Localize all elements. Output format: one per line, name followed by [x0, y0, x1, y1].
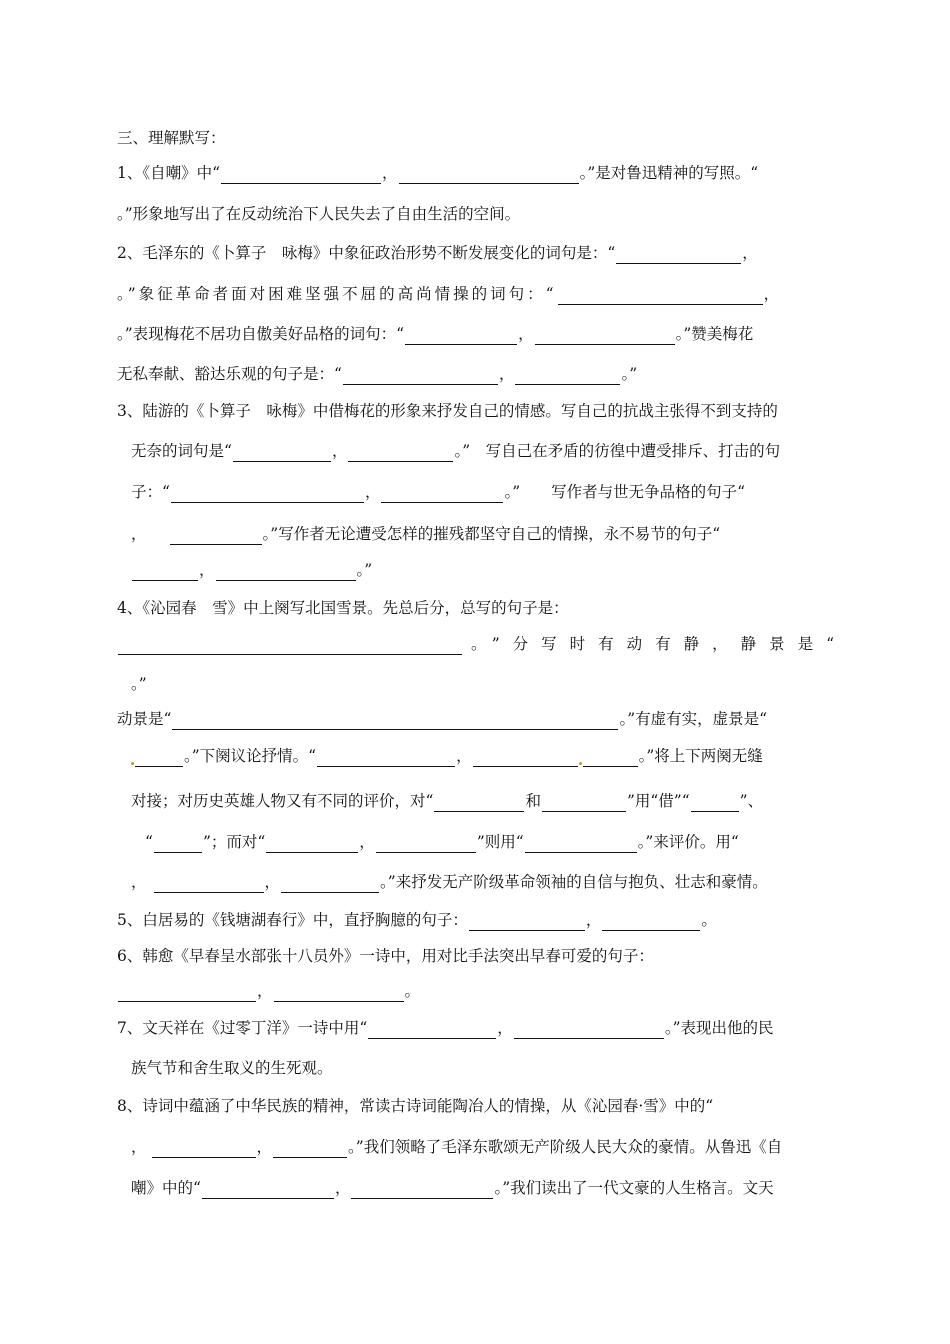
blank[interactable] [221, 168, 381, 184]
question-8-line-1: 8、诗词中蕴涵了中华民族的精神，常读古诗词能陶冶人的情操，从《沁园春·雪》中的“ [117, 1097, 714, 1115]
question-7-line-2: 族气节和舍生取义的生死观。 [131, 1059, 333, 1077]
blank[interactable] [154, 877, 264, 893]
blank[interactable] [616, 248, 741, 264]
question-1-line-2: 。”形象地写出了在反动统治下人民失去了自由生活的空间。 [117, 205, 521, 223]
blank[interactable] [202, 1183, 334, 1199]
question-4-line-2: 。”分写时有动有静，静景是“ [117, 633, 847, 655]
blank[interactable] [132, 565, 198, 581]
question-4-line-4: 动景是“ 。”有虚有实，虚景是“ [117, 710, 768, 728]
blank[interactable] [171, 487, 364, 503]
question-3-line-3: 子：“ ， 。” 写作者与世无争品格的句子“ [131, 483, 746, 501]
blank[interactable] [118, 986, 256, 1002]
blank[interactable] [273, 1142, 347, 1158]
blank[interactable] [135, 751, 183, 767]
blank[interactable] [274, 986, 404, 1002]
question-3-line-2: 无奈的词句是“ ， 。” 写自己在矛盾的彷徨中遭受排斥、打击的句 [131, 442, 781, 460]
question-1-line-1: 1、《自嘲》中“ ， 。”是对鲁迅精神的写照。“ [117, 164, 759, 182]
blank[interactable] [381, 487, 503, 503]
question-2-line-3: 。”表现梅花不居功自傲美好品格的词句：“ ， 。”赞美梅花 [117, 325, 754, 343]
question-7-line-1: 7、文天祥在《过零丁洋》一诗中用“ ， 。”表现出他的民 [117, 1019, 774, 1037]
blank[interactable] [216, 565, 356, 581]
blank[interactable] [469, 915, 585, 931]
blank[interactable] [691, 796, 739, 812]
blank[interactable] [399, 168, 579, 184]
blank[interactable] [343, 369, 498, 385]
blank[interactable] [154, 837, 202, 853]
question-4-line-8: ， ， 。”来抒发无产阶级革命领袖的自信与抱负、壮志和豪情。 [131, 873, 768, 891]
blank[interactable] [266, 837, 358, 853]
section-title: 三、理解默写： [117, 129, 226, 147]
blank[interactable] [525, 837, 637, 853]
blank[interactable] [542, 796, 626, 812]
question-4-line-1: 4、《沁园春 雪》中上阕写北国雪景。先总后分，总写的句子是： [117, 599, 569, 617]
question-4-line-6: 对接；对历史英雄人物又有不同的评价，对“ 和 ”用“借”“ ”、 [131, 792, 764, 810]
blank[interactable] [376, 837, 476, 853]
question-6-line-1: 6、韩愈《早春呈水部张十八员外》一诗中，用对比手法突出早春可爱的句子： [117, 947, 654, 965]
question-4-line-7: “ ”；而对“ ， ”则用“ 。”来评价。用“ [145, 833, 739, 851]
blank[interactable] [281, 877, 379, 893]
question-8-line-2: ， ， 。”我们领略了毛泽东歌颂无产阶级人民大众的豪情。从鲁迅《自 [131, 1138, 783, 1156]
blank[interactable] [405, 329, 517, 345]
dot-mark [131, 762, 134, 765]
question-2-line-1: 2、毛泽东的《卜算子 咏梅》中象征政治形势不断发展变化的词句是：“ ， [117, 244, 758, 262]
question-3-line-4: ， 。”写作者无论遭受怎样的摧残都坚守自己的情操，永不易节的句子“ [131, 525, 721, 543]
blank[interactable] [351, 1183, 493, 1199]
blank[interactable] [434, 796, 524, 812]
blank[interactable] [368, 1023, 496, 1039]
blank[interactable] [602, 915, 700, 931]
question-2-line-2: 。”象征革命者面对困难坚强不屈的高尚情操的词句：“ ， [117, 285, 780, 303]
question-8-line-3: 嘲》中的“ ， 。”我们读出了一代文豪的人生格言。文天 [131, 1179, 774, 1197]
blank[interactable] [233, 446, 331, 462]
blank[interactable] [317, 751, 455, 767]
question-3-line-1: 3、陆游的《卜算子 咏梅》中借梅花的形象来抒发自己的情感。写自己的抗战主张得不到支持的 [117, 402, 778, 420]
question-3-line-5: ， 。” [131, 559, 372, 581]
question-4-line-3: 。” [131, 675, 147, 693]
blank[interactable] [170, 529, 262, 545]
dot-mark [579, 762, 582, 765]
question-5: 5、白居易的《钱塘湖春行》中，直抒胸臆的句子： ， 。 [117, 911, 717, 929]
blank[interactable] [348, 446, 453, 462]
blank[interactable] [583, 751, 638, 767]
question-2-line-4: 无私奉献、豁达乐观的句子是：“ ， 。” [117, 365, 638, 383]
question-6-line-2: ， 。 [117, 980, 420, 1002]
blank[interactable] [514, 1023, 664, 1039]
blank[interactable] [172, 714, 618, 730]
blank[interactable] [515, 369, 620, 385]
blank[interactable] [473, 751, 578, 767]
blank[interactable] [558, 289, 763, 305]
blank[interactable] [118, 639, 462, 655]
blank[interactable] [535, 329, 675, 345]
question-4-line-5: 。”下阕议论抒情。“ ， 。”将上下两阕无缝 [131, 745, 763, 767]
blank[interactable] [152, 1142, 256, 1158]
